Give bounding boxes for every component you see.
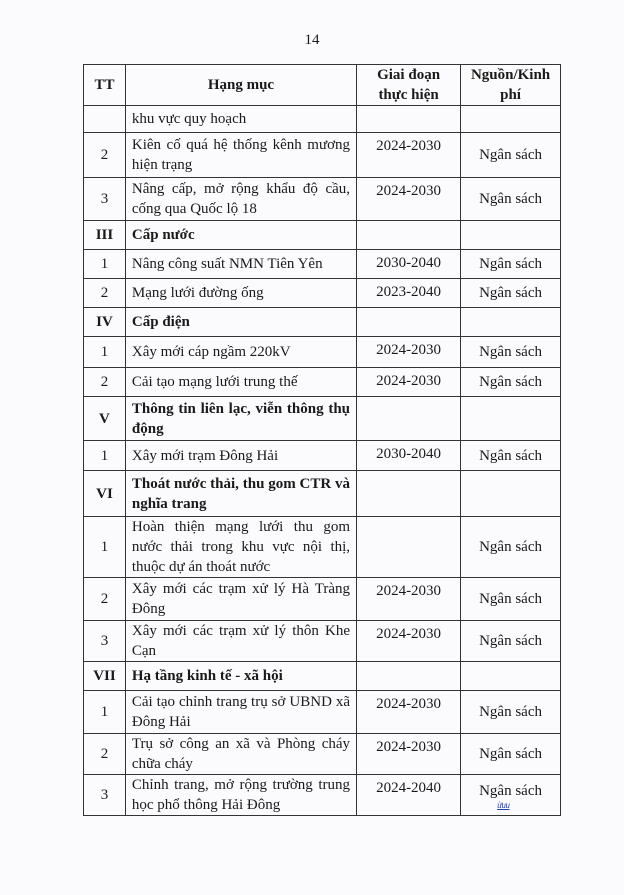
source-cell <box>461 662 561 691</box>
source-cell-text: Ngân sách <box>479 285 542 301</box>
tt-cell-text: VI <box>96 485 113 502</box>
period-cell-text: 2023-2040 <box>376 284 442 300</box>
item-cell <box>125 279 356 308</box>
item-cell <box>125 441 356 471</box>
section-row <box>84 221 561 250</box>
period-cell <box>357 308 461 337</box>
period-cell-text: 2024-2030 <box>376 739 442 755</box>
tt-cell <box>84 250 126 279</box>
item-cell <box>125 662 356 691</box>
period-cell <box>357 621 461 662</box>
source-cell <box>461 133 561 178</box>
section-row <box>84 308 561 337</box>
source-cell <box>461 308 561 337</box>
item-cell <box>125 734 356 775</box>
tt-cell <box>84 368 126 397</box>
item-cell <box>125 368 356 397</box>
tt-cell <box>84 691 126 734</box>
tt-cell <box>84 106 126 133</box>
period-cell <box>357 578 461 621</box>
item-cell <box>125 578 356 621</box>
source-cell-text: Ngân sách <box>479 783 542 799</box>
source-cell <box>461 279 561 308</box>
item-cell <box>125 133 356 178</box>
page-number: 14 <box>304 32 320 48</box>
period-cell-text: 2030-2040 <box>376 446 442 462</box>
source-cell <box>461 517 561 578</box>
table-row <box>84 621 561 662</box>
table-row <box>84 106 561 133</box>
item-cell-text: Trụ sở công an xã và Phòng cháy chữa cháy <box>131 736 351 772</box>
source-cell-text: Ngân sách <box>479 539 542 555</box>
item-cell <box>125 221 356 250</box>
source-cell <box>461 106 561 133</box>
tt-cell <box>84 734 126 775</box>
source-cell-text: Ngân sách <box>479 633 542 649</box>
tt-cell <box>84 133 126 178</box>
period-cell <box>357 178 461 221</box>
source-cell-text: Ngân sách <box>479 374 542 390</box>
item-cell-text: Xây mới các trạm xử lý thôn Khe Cạn <box>131 623 351 659</box>
tt-cell-text: 1 <box>100 704 109 720</box>
table-header-row <box>84 65 561 106</box>
tt-cell-text: 3 <box>100 191 109 207</box>
table-row <box>84 279 561 308</box>
source-cell <box>461 621 561 662</box>
tt-cell-text: 1 <box>100 344 109 360</box>
period-cell-text: 2024-2030 <box>376 583 442 599</box>
table-row <box>84 578 561 621</box>
period-cell <box>357 441 461 471</box>
period-cell <box>357 734 461 775</box>
table-row <box>84 734 561 775</box>
item-cell <box>125 775 356 816</box>
source-cell-text: Ngân sách <box>479 447 542 464</box>
period-cell-text: 2030-2040 <box>376 255 442 271</box>
tt-cell <box>84 178 126 221</box>
tt-cell-text: IV <box>96 314 113 330</box>
tt-cell <box>84 279 126 308</box>
tt-cell <box>84 578 126 621</box>
section-row <box>84 397 561 441</box>
period-cell <box>357 662 461 691</box>
source-cell <box>461 178 561 221</box>
item-cell-text: Xây mới trạm Đông Hải <box>131 447 279 464</box>
tt-cell-text: V <box>99 410 110 427</box>
item-cell-text: Nâng công suất NMN Tiên Yên <box>131 256 323 272</box>
tt-cell-text: 3 <box>100 787 109 803</box>
tt-cell <box>84 775 126 816</box>
period-cell-text: 2024-2030 <box>376 183 442 199</box>
header-item: Hạng mục <box>125 65 356 106</box>
section-row <box>84 471 561 517</box>
item-cell-text: Nâng cấp, mở rộng khẩu độ cầu, cống qua Quốc lộ 18 <box>131 181 351 217</box>
period-cell <box>357 368 461 397</box>
item-cell-text: Cấp điện <box>131 314 190 330</box>
source-cell-text: Ngân sách <box>479 147 542 163</box>
item-cell-text: Hoàn thiện mạng lưới thu gom nước thải trong khu vực nội thị, thuộc dự án thoát nước <box>131 519 351 575</box>
tt-cell <box>84 308 126 337</box>
tt-cell <box>84 397 126 441</box>
tt-cell-text: 1 <box>100 539 109 555</box>
item-cell-text: Mạng lưới đường ống <box>131 285 264 301</box>
tt-cell <box>84 517 126 578</box>
table-row <box>84 775 561 816</box>
period-cell-text: 2024-2030 <box>376 373 442 389</box>
tt-cell-text: 2 <box>100 374 109 390</box>
item-cell <box>125 691 356 734</box>
tt-cell-text: III <box>95 227 114 243</box>
tt-cell <box>84 662 126 691</box>
item-cell-text: Cải tạo chỉnh trang trụ sở UBND xã Đông Hải <box>131 694 351 730</box>
tt-cell <box>84 221 126 250</box>
header-tt: TT <box>84 65 126 106</box>
header-period: Giai đoạn thực hiện <box>357 65 461 106</box>
tt-cell <box>84 471 126 517</box>
tt-cell <box>84 337 126 368</box>
item-cell <box>125 517 356 578</box>
source-cell-text: Ngân sách <box>479 191 542 207</box>
table-row <box>84 691 561 734</box>
source-cell <box>461 734 561 775</box>
item-cell <box>125 308 356 337</box>
source-cell-text: Ngân sách <box>479 704 542 720</box>
investment-table <box>83 64 561 816</box>
source-cell-text: Ngân sách <box>479 746 542 762</box>
period-cell <box>357 517 461 578</box>
table-row <box>84 441 561 471</box>
table-row <box>84 368 561 397</box>
source-cell-text: Ngân sách <box>479 344 542 360</box>
source-cell <box>461 441 561 471</box>
item-cell-text: Thông tin liên lạc, viễn thông thụ động <box>131 400 351 437</box>
item-cell-text: Xây mới cáp ngầm 220kV <box>131 344 291 360</box>
period-cell <box>357 397 461 441</box>
table-row <box>84 133 561 178</box>
tt-cell-text: 1 <box>100 447 109 464</box>
tt-cell-text: 3 <box>100 633 109 649</box>
item-cell-text: Chỉnh trang, mở rộng trường trung học phổ thông Hải Đông <box>131 777 351 813</box>
tt-cell <box>84 441 126 471</box>
item-cell <box>125 397 356 441</box>
header-source: Nguồn/Kinh phí <box>461 65 561 106</box>
source-cell <box>461 221 561 250</box>
source-cell <box>461 337 561 368</box>
period-cell-text: 2024-2030 <box>376 138 442 154</box>
item-cell <box>125 471 356 517</box>
period-cell <box>357 106 461 133</box>
period-cell <box>357 337 461 368</box>
period-cell <box>357 691 461 734</box>
item-cell <box>125 106 356 133</box>
initial-signature-mark: ừuu <box>497 800 510 810</box>
period-cell <box>357 279 461 308</box>
tt-cell <box>84 621 126 662</box>
item-cell-text: Kiên cố quá hệ thống kênh mương hiện trạng <box>131 137 351 173</box>
item-cell-text: Thoát nước thải, thu gom CTR và nghĩa trang <box>131 475 351 512</box>
source-cell <box>461 578 561 621</box>
source-cell <box>461 775 561 816</box>
item-cell-text: Hạ tầng kinh tế - xã hội <box>131 668 283 684</box>
tt-cell-text: 2 <box>100 746 109 762</box>
tt-cell-text: 2 <box>100 285 109 301</box>
item-cell <box>125 337 356 368</box>
source-cell <box>461 397 561 441</box>
tt-cell-text: VII <box>93 668 116 684</box>
item-cell <box>125 178 356 221</box>
table-row <box>84 178 561 221</box>
period-cell <box>357 221 461 250</box>
source-cell-text: Ngân sách <box>479 591 542 607</box>
source-cell <box>461 368 561 397</box>
tt-cell-text: 2 <box>100 591 109 607</box>
source-cell <box>461 250 561 279</box>
period-cell-text: 2024-2030 <box>376 342 442 358</box>
item-cell <box>125 250 356 279</box>
item-cell <box>125 621 356 662</box>
source-cell <box>461 691 561 734</box>
table-row <box>84 337 561 368</box>
source-cell <box>461 471 561 517</box>
period-cell <box>357 471 461 517</box>
item-cell-text: Cải tạo mạng lưới trung thế <box>131 374 298 390</box>
period-cell <box>357 133 461 178</box>
item-cell-text: Cấp nước <box>131 227 195 243</box>
tt-cell-text: 2 <box>100 147 109 163</box>
period-cell-text: 2024-2040 <box>376 780 442 796</box>
period-cell-text: 2024-2030 <box>376 696 442 712</box>
table-row <box>84 250 561 279</box>
source-cell-text: Ngân sách <box>479 256 542 272</box>
item-cell-text: Xây mới các trạm xử lý Hà Tràng Đông <box>131 581 351 617</box>
item-cell-text: khu vực quy hoạch <box>131 111 247 127</box>
period-cell-text: 2024-2030 <box>376 626 442 642</box>
section-row <box>84 662 561 691</box>
period-cell <box>357 250 461 279</box>
tt-cell-text: 1 <box>100 256 109 272</box>
table-row <box>84 517 561 578</box>
table-body <box>84 106 561 816</box>
period-cell <box>357 775 461 816</box>
